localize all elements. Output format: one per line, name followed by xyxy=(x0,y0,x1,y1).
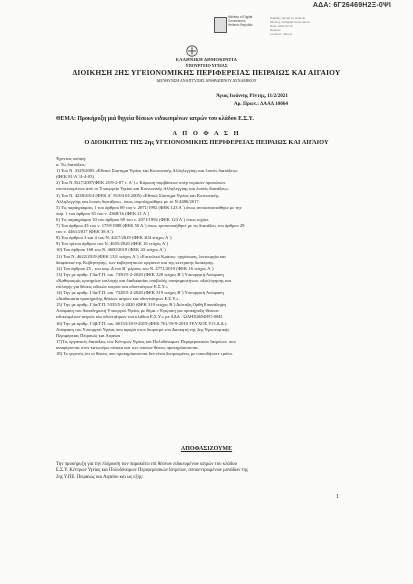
signature-line: Ministry of Digital Governance xyxy=(270,20,311,24)
legal-line: «Διαδικασία προκήρυξης θέσεων ιατρών και οδοντιάτρων Ε.Σ.Υ.». xyxy=(56,296,180,302)
ministry-line: Hellenic Republic xyxy=(228,23,253,27)
subject-line: ΘΕΜΑ: Προκήρυξη μιά θηγεία θέσεων ειδικευμένων ιατρών του κλάδου Ε.Σ.Υ. xyxy=(56,116,254,122)
decision-line: Την προκήρυξη για την πλήρωση των παρακάτω επί θέσεων ειδικευμένων ιατρών του κλάδου xyxy=(56,462,237,467)
decision-line: 2ης Υ.ΠΕ. Πειραιώς και Αιγαίου και ως εξής: xyxy=(56,474,144,480)
header-authority: ΔΙΟΙΚΗΣΗ 2ΗΣ ΥΓΕΙΟΝΟΜΙΚΗΣ ΠΕΡΙΦΕΡΕΙΑΣ ΠΕΙΡΑΙΩΣ ΚΑΙ ΑΙΓΑΙΟΥ xyxy=(72,68,341,77)
legal-line: 15) Την με αριθμ. Γ4α/Γ.Π. 5335/5-2-2020 (ΦΕΚ 319 τεύχος Β΄) Διόταξη Ορθή Επανάληψη xyxy=(56,302,226,308)
header-directorate: ΔΙΕΥΘΥΝΣΗ ΑΝΑΠΤΥΞΗΣ ΑΝΘΡΩΠΙΝΟΥ ΔΥΝΑΜΙΚΟΥ xyxy=(156,78,257,83)
date-line: Άγιος Ιωάννης Ρέντης, 11/2/2021 xyxy=(216,93,288,99)
legal-line: 10) Του άρθρου 168 του Ν. 4600/2019 (ΦΕΚ 43 τεύχος Α΄) xyxy=(56,247,166,253)
legal-line: Έχοντας υπόψη: xyxy=(56,156,87,161)
digital-signature-info xyxy=(270,16,328,36)
legal-line: του ν. 4461/2017 (ΦΕΚ 38 Α΄). xyxy=(56,229,114,235)
header-republic: ΕΛΛΗΝΙΚΗ ΔΗΜΟΚΡΑΤΙΑ xyxy=(175,57,238,62)
ministry-line: Ministry of Digital xyxy=(228,15,253,19)
legal-line: 2) Του Ν.3527/2007(ΦΕΚ 25/9-2-07 τ. Α΄) « Κύρωση συμβάσεων υπέρ νομικών προσώπων xyxy=(56,180,226,186)
legal-basis-list xyxy=(56,156,356,357)
legal-line: διαφάνεια της Κυβέρνησης, των κυβερνητικών οργάνων και της κεντρικής διοίκησης. xyxy=(56,259,215,265)
decision-text xyxy=(56,462,356,481)
legal-line: Απόφαση του Αναπληρωτή Υπουργού Υγείας με θέμα « Έγκριση για προκήρυξη θέσεων xyxy=(56,308,220,314)
legal-line: 3) Του Ν. 4238/2014 (ΦΕΚ Α΄ 81/04.04.2005) «Εθνικό Σύστημα Υγείας και Κοινωνικής xyxy=(56,192,219,198)
legal-line: 17)Τις οργανικές διατάξεις των Κέντρων Υγείας και Πολυδύναμων Περιφερειακών Ιατρείων, που xyxy=(56,338,236,344)
legal-line: α. Τις διατάξεις: xyxy=(56,162,86,168)
legal-line: 7) Του άρθρου 43 του ν. 1759/1988 (ΦΕΚ 50 Α΄) όπως τροποποιήθηκε με τις διατάξεις του άρθρου 29 xyxy=(56,223,245,229)
ada-code: ΑΔΑ: 6Γ26469Η2Ξ-0ΨΙ xyxy=(312,2,391,9)
legal-line: 13) Την με αριθμ. Γ4α/Γ.Π. οικ. 7350/5-2-2020 (ΦΕΚ 320 τεύχος Β΄) Υπουργική Απόφαση xyxy=(56,271,224,277)
ministry-line: Governance, xyxy=(228,19,247,23)
decision-line: Ε.Σ.Υ. Κέντρων Υγείας και Πολυδύναμων Περιφερειακών Ιατρείων, αποκεντρωμένων μονάδων της xyxy=(56,468,248,474)
legal-line: 18) Το γεγονός ότι οι θέσεις που προκηρύσσονται δεν είναι δεσμευμένες με οποιοδήποτε τρόπο. xyxy=(56,351,234,356)
decision-issuer: Ο ΔΙΟΙΚΗΤΗΣ ΤΗΣ 2ης ΥΓΕΙΟΝΟΜΙΚΗΣ ΠΕΡΙΦΕΡΕΙΑΣ ΠΕΙΡΑΙΩΣ ΚΑΙ ΑΙΓΑΙΟΥ xyxy=(84,139,329,146)
legal-line: ειδικευμένων ιατρών και οδοντιάτρων του κλάδου Ε.Σ.Υ.» με ΑΔΑ : ΩΑΗΞ465ΦΥΟ-0ΜΙ. xyxy=(56,314,224,320)
decision-title: Α Π Ο Φ Α Σ Η xyxy=(172,130,241,137)
legal-line: 8) Του άρθρου 3 και 4 του Ν. 4417/2019 (ΦΕΚ 204 τεύχος Α΄) xyxy=(56,235,172,241)
legal-line: 16) Την με αριθμ. Γ4β/Γ.Π. οικ. 66153/18-9-2019 (ΦΕΚ 761/19-9-2019 ΤΕΥΧΟΣ Υ.Ο.Δ.Δ.) xyxy=(56,320,227,326)
legal-line: αναφέρονται στον κατωτέρω πίνακα και των οποίων θέσεις προκηρύσσονται. xyxy=(56,344,199,350)
legal-line: «Καθορισμός κριτηρίων επιλογής και διαδικασίας υποβολής υποψηφιοτήτων, αξιολόγησης και xyxy=(56,277,232,283)
legal-line: 1) Του Ν. 3329/2005 «Εθνικό Σύστημα Υγείας και Κοινωνικής Αλληλεγγύης και λοιπές διατάξεις» xyxy=(56,168,238,174)
header-ministry: ΥΠΟΥΡΓΕΙΟ ΥΓΕΙΑΣ xyxy=(185,63,228,68)
legal-line: Αλληλεγγύης και λοιπές διατάξεις», όπως συμπληρώθηκε με το Ν.4486/2017. xyxy=(56,198,200,204)
signature-line: Date: 2021.02.11 xyxy=(270,24,293,28)
ministry-logo xyxy=(214,17,227,33)
legal-line: 11) Του Ν. 4622/2019 (ΦΕΚ 133/ τεύχος Α΄) «Επιτελικό Κράτος: οργάνωση, λειτουργία και xyxy=(56,253,226,259)
legal-line: 6) Τις παραγράφου 10 του άρθρου 69 του ν. 2071/1992 (ΦΕΚ 123 Α΄) όπως ισχύει. xyxy=(56,216,210,222)
legal-line: (ΦΕΚ 81/Α΄/4-4-05) xyxy=(56,174,94,180)
legal-line: 5) Τις παραγράφους 1 του άρθρου 69 του ν. 2071/1992 (ΦΕΚ 123 Α΄) όπως αντικαταστάθηκε με την xyxy=(56,204,242,210)
signature-line: Location: Athens xyxy=(270,32,293,36)
ministry-label xyxy=(228,15,266,27)
legal-line: παρ. 1 του άρθρου 35 του ν. 4368/16 (ΦΕΚ 21 Α΄) xyxy=(56,210,150,216)
page-number: 1 xyxy=(336,494,339,500)
we-decide-heading: ΑΠΟΦΑΣΙΖΟΥΜΕ xyxy=(180,446,233,452)
signature-line: Reason: xyxy=(270,28,282,32)
greek-emblem-icon xyxy=(186,45,198,57)
legal-line: εποπτευομένων από το Υπουργείο Υγείας και Κοινωνικής Αλληλεγγύης και λοιπές διατάξεις» xyxy=(56,186,229,192)
legal-line: επιλογής για θέσεις ειδικών ιατρών και οδοντιάτρων Ε.Σ.Υ.» xyxy=(56,283,168,289)
legal-line: 12) Του άρθρου 25 , του κεφ. Δ του Β΄ μέρους του Ν. 4771/2019 (ΦΕΚ 16 τεύχος Α΄) xyxy=(56,265,214,271)
legal-line: 9) Του τρίτου άρθρου του Ν. 4655/2020 (ΦΕΚ 16 τεύχος Α΄) xyxy=(56,241,169,247)
legal-line: Περιφέρειας Πειραιώς και Αιγαίου xyxy=(56,332,121,338)
protocol-number: Αρ. Πρωτ.: ΔΑΑΔ 10064 xyxy=(233,101,288,107)
legal-line: 14) Την με αριθμ. Γ4α/Γ.Π. οικ. 7328/5-2-2020 (ΦΕΚ 319 τεύχος Β΄) Υπουργική Απόφαση xyxy=(56,290,224,296)
legal-line: Απόφαση του Υπουργού Υγείας που αφορά στον διορισμό του Διοικητή της 2ης Υγειονομικής xyxy=(56,326,230,332)
signature-line: Digitally signed by Hellenic xyxy=(270,16,306,20)
